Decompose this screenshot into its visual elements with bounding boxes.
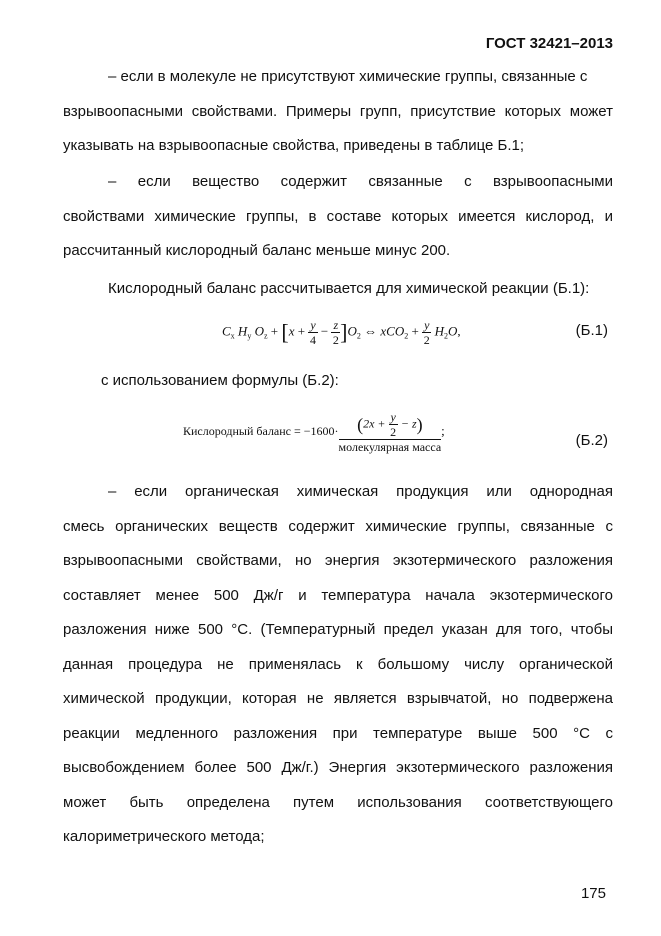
text-line: – если органическая химическая продукция или однородная [108, 483, 613, 500]
equation-number-b1: (Б.1) [575, 322, 608, 339]
paragraph-formula-intro [63, 364, 613, 399]
text-line: свойствами химические группы, в составе которых имеется кислород, и [63, 207, 613, 225]
text-line: – если в молекуле не присутствуют химические группы, связанные с [108, 68, 588, 85]
paragraph-reaction-intro [63, 272, 613, 307]
text-line: взрывоопасными свойствами, но энергия экзотермического разложения [63, 552, 613, 569]
text-line: химической продукции, которая не является взрывчатой, но подвержена [63, 690, 613, 707]
text-line: составляет менее 500 Дж/г и температура начала экзотермического [63, 586, 613, 604]
equation-number-b2: (Б.2) [575, 432, 608, 449]
page-number: 175 [580, 885, 606, 902]
text-line: высвобождением более 500 Дж/г.) Энергия экзотермического разложения [63, 759, 613, 776]
text-line: Кислородный баланс рассчитывается для химической реакции (Б.1): [108, 280, 590, 297]
paragraph-oxygen-balance-condition [63, 165, 613, 269]
text-line: с использованием формулы (Б.2): [101, 372, 339, 389]
text-line: разложения ниже 500 °С. (Температурный предел указан для того, чтобы [63, 621, 613, 638]
text-line: реакции медленного разложения при температуре выше 500 °С с [63, 724, 613, 742]
paragraph-exothermic-decomposition [63, 475, 613, 855]
paragraph-no-explosive-groups [63, 60, 613, 164]
text-line: рассчитанный кислородный баланс меньше минус 200. [63, 242, 451, 259]
equation-b1: $C_x$ $H_y$ $O_z + [x$ + $\frac{y}{4}$ − $\frac{z}{2}$ ]$O_2$ ⇔ xCO$_2$ + $\frac{y}{2}$ $H_2O$, [222, 318, 461, 347]
text-line: смесь органических веществ содержит химические группы, связанные с [63, 517, 613, 535]
text-line: может быть определена путем использования соответствующего [63, 793, 613, 811]
equation-b2: Кислородный баланс = −1600· (2x + $\frac{y}{2}$ − z) молекулярная масса ; [183, 410, 445, 454]
document-code: ГОСТ 32421–2013 [485, 35, 613, 52]
text-line: указывать на взрывоопасные свойства, приведены в таблице Б.1; [63, 137, 525, 154]
text-line: данная процедура не применялась к большому числу органической [63, 655, 613, 673]
text-line: – если вещество содержит связанные с взрывоопасными [108, 173, 613, 190]
text-line: взрывоопасными свойствами. Примеры групп, присутствие которых может [63, 102, 613, 120]
text-line: калориметрического метода; [63, 828, 265, 845]
